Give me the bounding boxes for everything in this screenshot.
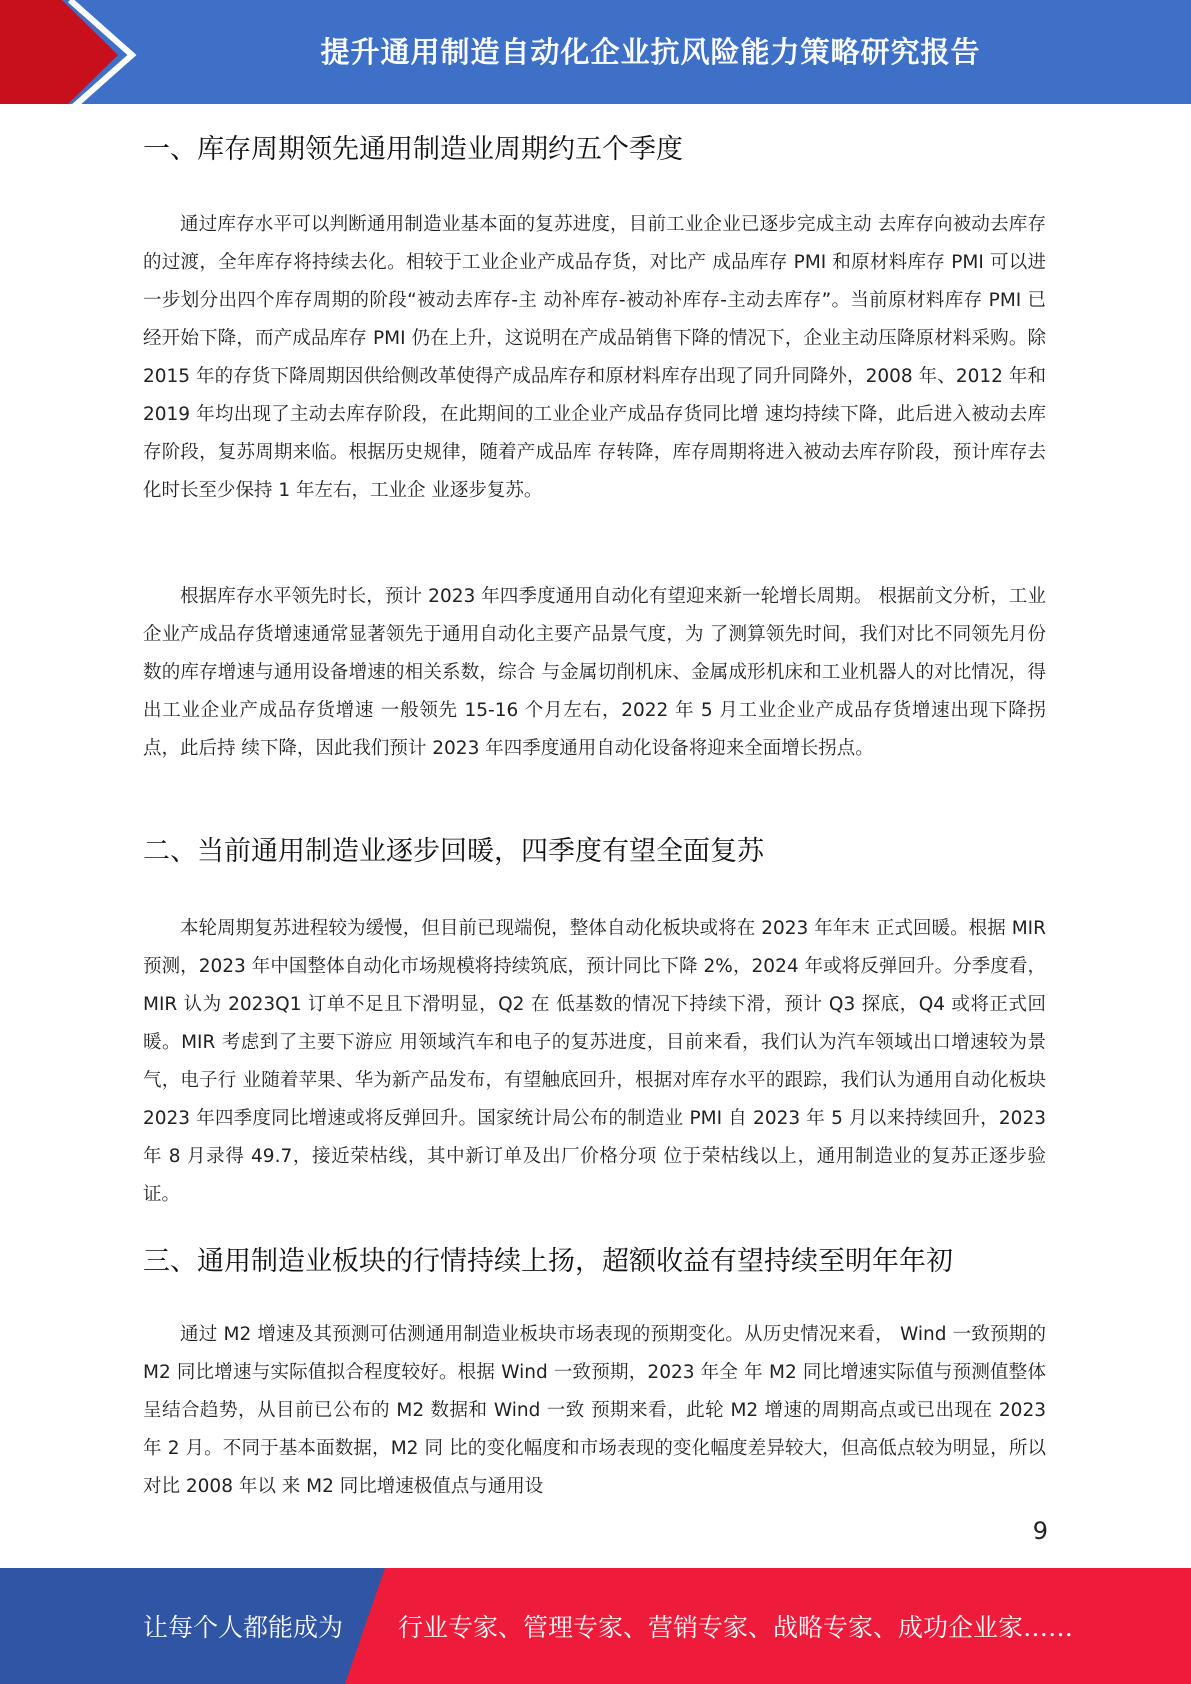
section-inventory-cycle [143, 128, 1046, 172]
section-heading: 三、通用制造业板块的行情持续上扬，超额收益有望持续至明年年初 [143, 1246, 953, 1277]
footer-slogan-right: 行业专家、管理专家、营销专家、战略专家、成功企业家…… [398, 1613, 1074, 1642]
header-red-arrow [0, 0, 118, 110]
header-bottom-strip [0, 104, 1191, 110]
section-heading: 二、当前通用制造业逐步回暖，四季度有望全面复苏 [143, 836, 764, 867]
page-number: 9 [1032, 1517, 1048, 1545]
report-title: 提升通用制造自动化企业抗风险能力策略研究报告 [320, 34, 981, 69]
section-market-performance [143, 1240, 1046, 1284]
paragraph: 本轮周期复苏进程较为缓慢，但目前已现端倪，整体自动化板块或将在 2023 年年末 正式回暖。根据 MIR 预测，2023 年中国整体自动化市场规模将持续筑底，预计同比下降 2%，2024 年或将反弹回升。分季度看，MIR 认为 2023Q1 订单不足且下滑明显，Q2 在 低基数的情况下持续下滑，预计 Q3 探底，Q4 或将正式回暖。MIR 考虑到了主要下游应 用领域汽车和电子的复苏进度，目前来看，我们认为汽车领域出口增速较为景气，电子行 业随着苹果、华为新产品发布，有望触底回升，根据对库存水平的跟踪，我们认为通用自动化板块 2023 年四季度同比增速或将反弹回升。国家统计局公布的制造业 PMI 自 2023 年 5 月以来持续回升，2023 年 8 月录得 49.7，接近荣枯线，其中新订单及出厂价格分项 位于荣枯线以上，通用制造业的复苏正逐步验证。 [143, 918, 1046, 1205]
section-heading: 一、库存周期领先通用制造业周期约五个季度 [143, 134, 683, 165]
page-header [0, 0, 1191, 110]
footer-slogan-left: 让每个人都能成为 [143, 1613, 344, 1642]
paragraph: 根据库存水平领先时长，预计 2023 年四季度通用自动化有望迎来新一轮增长周期。 根据前文分析，工业企业产成品存货增速通常显著领先于通用自动化主要产品景气度，为 了测算领先时间，我们对比不同领先月份数的库存增速与通用设备增速的相关系数，综合 与金属切削机床、金属成形机床和工业机器人的对比情况，得出工业企业产成品存货增速 一般领先 15-16 个月左右，2022 年 5 月工业企业产成品存货增速出现下降拐点，此后持 续下降，因此我们预计 2023 年四季度通用自动化设备将迎来全面增长拐点。 [143, 586, 1046, 759]
paragraph: 通过 M2 增速及其预测可估测通用制造业板块市场表现的预期变化。从历史情况来看， Wind 一致预期的 M2 同比增速与实际值拟合程度较好。根据 Wind 一致预期，2023 年全 年 M2 同比增速实际值与预测值整体呈结合趋势，从目前已公布的 M2 数据和 Wind 一致 预期来看，此轮 M2 增速的周期高点或已出现在 2023 年 2 月。不同于基本面数据，M2 同 比的变化幅度和市场表现的变化幅度差异较大，但高低点较为明显，所以对比 2008 年以 来 M2 同比增速极值点与通用设 [143, 1324, 1046, 1497]
paragraph: 通过库存水平可以判断通用制造业基本面的复苏进度，目前工业企业已逐步完成主动 去库存向被动去库存的过渡，全年库存将持续去化。相较于工业企业产成品存货，对比产 成品库存 PMI 和原材料库存 PMI 可以进一步划分出四个库存周期的阶段“被动去库存-主 动补库存-被动补库存-主动去库存”。当前原材料库存 PMI 已经开始下降，而产成品库存 PMI 仍在上升，这说明在产成品销售下降的情况下，企业主动压降原材料采购。除 2015 年的存货下降周期因供给侧改革使得产成品库存和原材料库存出现了同升同降外，2008 年、2012 年和 2019 年均出现了主动去库存阶段，在此期间的工业企业产成品存货同比增 速均持续下降，此后进入被动去库存阶段，复苏周期来临。根据历史规律，随着产成品库 存转降，库存周期将进入被动去库存阶段，预计库存去化时长至少保持 1 年左右，工业企 业逐步复苏。 [143, 214, 1046, 501]
page-footer [0, 1568, 1191, 1684]
section-manufacturing-recovery [143, 830, 1046, 874]
